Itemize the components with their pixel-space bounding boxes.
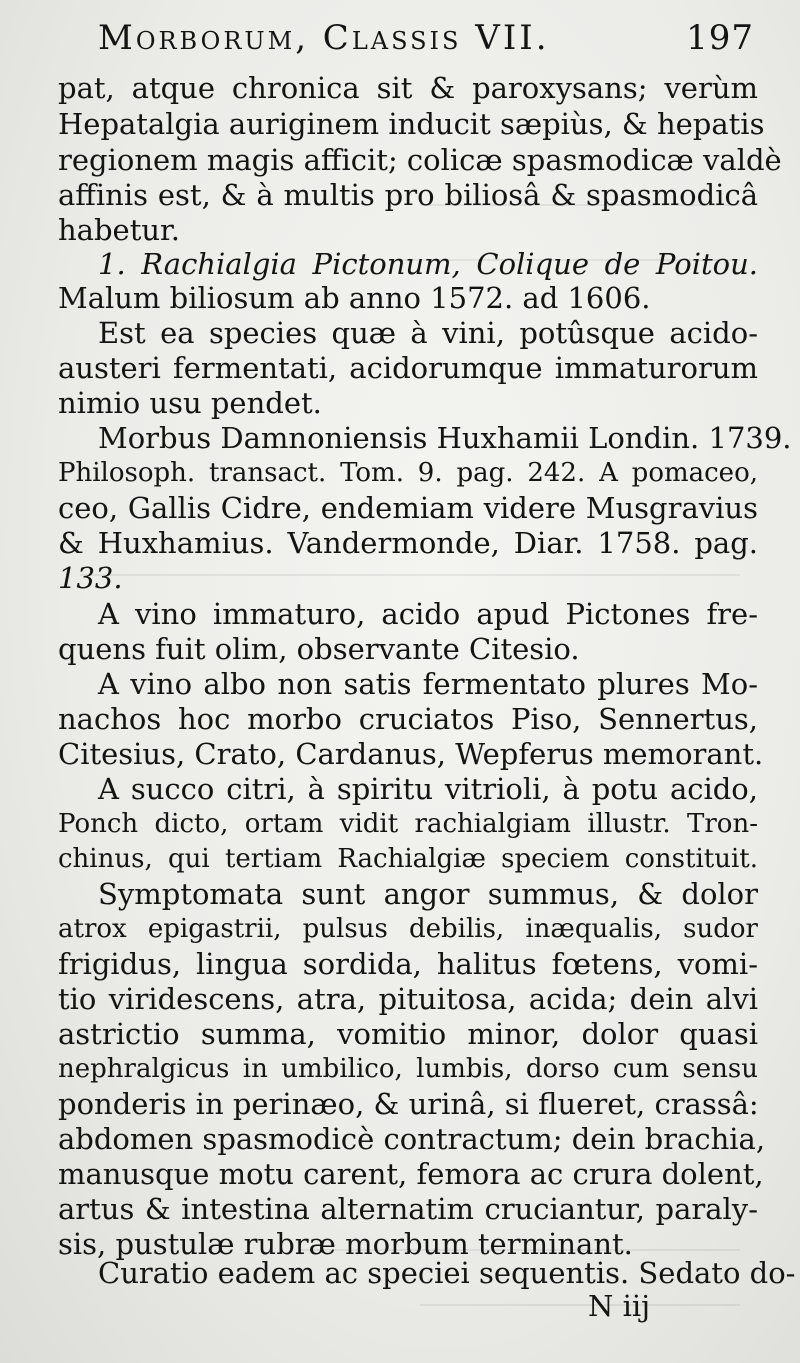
- text-line: Morbus Damnoniensis Huxhamii Londin. 1739.: [98, 421, 792, 455]
- text-line: Symptomata sunt angor summus, & dolor: [98, 877, 758, 911]
- text-line: nimio usu pendet.: [58, 386, 322, 420]
- text-line: Malum biliosum ab anno 1572. ad 1606.: [58, 281, 651, 315]
- text-line: artus & intestina alternatim cruciantur, paraly-: [58, 1192, 758, 1226]
- text-line: Citesius, Crato, Cardanus, Wepferus memorant.: [58, 737, 764, 771]
- text-line: Philosoph. transact. Tom. 9. pag. 242. A pomaceo,: [58, 458, 758, 488]
- species-heading: 1. Rachialgia Pictonum, Colique de Poitou.: [98, 247, 758, 281]
- text-line: regionem magis afficit; colicæ spasmodicæ valdè: [58, 143, 782, 177]
- text-line: Ponch dicto, ortam vidit rachialgiam illustr. Tron-: [58, 809, 758, 839]
- text-line: astrictio summa, vomitio minor, dolor quasi: [58, 1017, 758, 1051]
- text-line: ceo, Gallis Cidre, endemiam videre Musgravius: [58, 491, 758, 525]
- text-line: Est ea species quæ à vini, potûsque acido-: [98, 316, 758, 350]
- text-line: affinis est, & à multis pro biliosâ & spasmodicâ: [58, 178, 758, 212]
- text-line: A vino albo non satis fermentato plures Mo-: [98, 667, 758, 701]
- text-line: sis, pustulæ rubræ morbum terminant.: [58, 1227, 633, 1261]
- page-number: 197: [686, 18, 754, 58]
- text-line: Hepatalgia auriginem inducit sæpiùs, & hepatis: [58, 107, 765, 141]
- text-line: abdomen spasmodicè contractum; dein brachia,: [58, 1122, 766, 1156]
- running-header: [60, 18, 760, 68]
- text-line: pat, atque chronica sit & paroxysans; verùm: [58, 71, 758, 105]
- text-line: habetur.: [58, 213, 180, 247]
- text-line: & Huxhamius. Vandermonde, Diar. 1758. pag.: [58, 526, 758, 560]
- text-line: Curatio eadem ac speciei sequentis. Sedato do-: [98, 1256, 796, 1290]
- signature-mark: N iij: [588, 1289, 651, 1323]
- text-line: A vino immaturo, acido apud Pictones fre-: [98, 597, 758, 631]
- text-line: austeri fermentati, acidorumque immaturorum: [58, 351, 758, 385]
- text-line: A succo citri, à spiritu vitrioli, à potu acido,: [98, 772, 758, 806]
- text-line: quens fuit olim, observante Citesio.: [58, 632, 580, 666]
- text-line: chinus, qui tertiam Rachialgiæ speciem constituit.: [58, 844, 758, 874]
- text-line: frigidus, lingua sordida, halitus fœtens, vomi-: [58, 947, 758, 981]
- text-line: manusque motu carent, femora ac crura dolent,: [58, 1157, 764, 1191]
- text-line: 133.: [58, 561, 123, 595]
- text-line: nephralgicus in umbilico, lumbis, dorso cum sensu: [58, 1054, 758, 1084]
- running-title: Morborum, Classis VII.: [98, 18, 550, 58]
- text-line: tio viridescens, atra, pituitosa, acida; dein alvi: [58, 982, 758, 1016]
- text-line: atrox epigastrii, pulsus debilis, inæqualis, sudor: [58, 914, 758, 944]
- text-line: ponderis in perinæo, & urinâ, si flueret, crassâ:: [58, 1087, 759, 1121]
- text-line: nachos hoc morbo cruciatos Piso, Sennertus,: [58, 702, 758, 736]
